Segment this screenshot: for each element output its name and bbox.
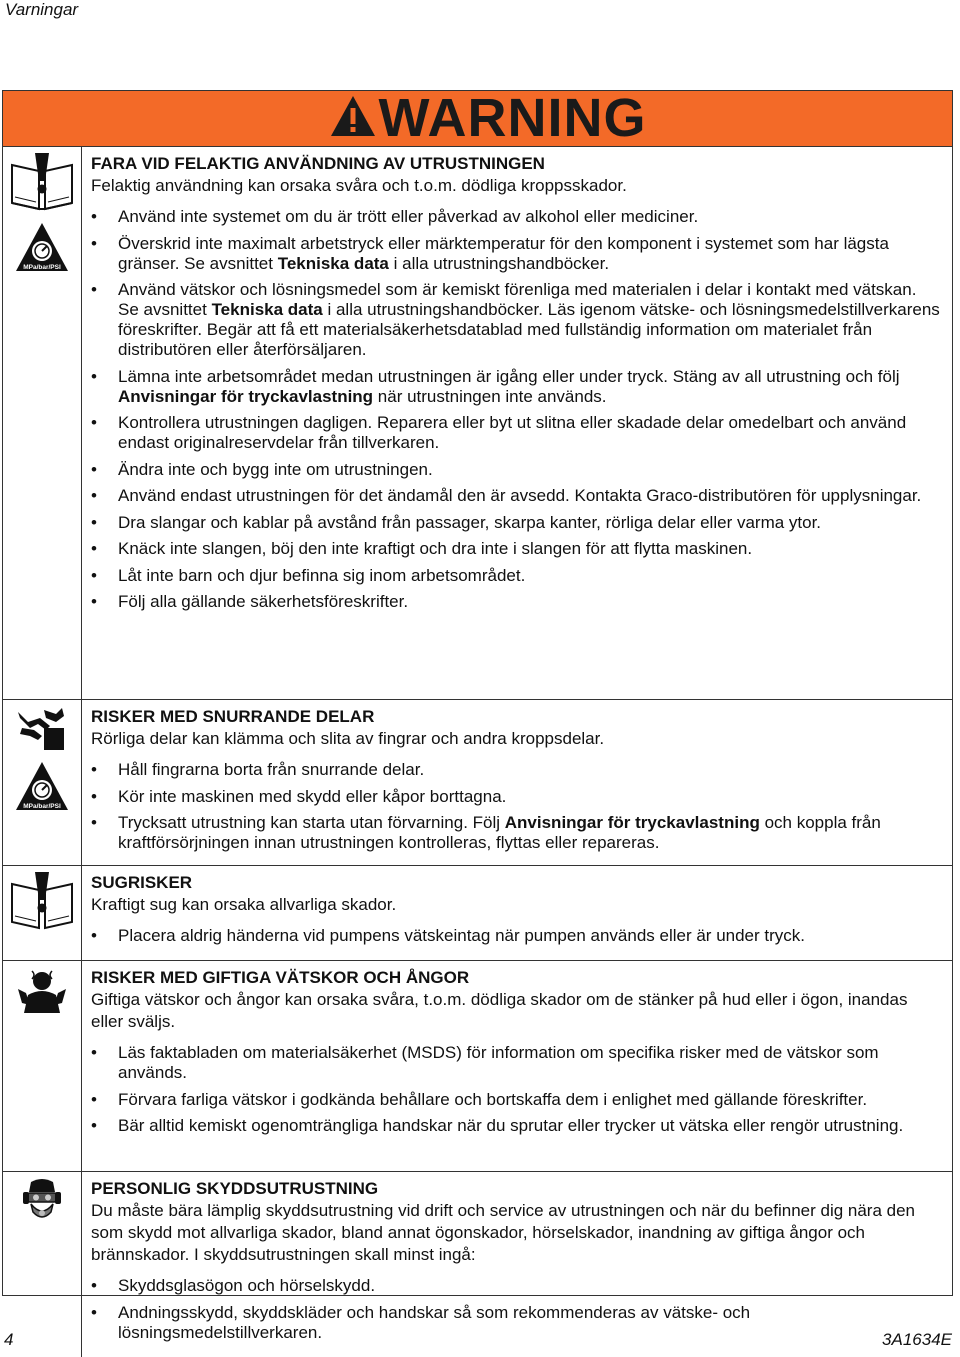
bullet-item: • Förvara farliga vätskor i godkända behållare och bortskaffa dem i enlighet med gällande föreskrifter. [91, 1090, 940, 1110]
bullet-item: • Använd inte systemet om du är trött eller påverkad av alkohol eller mediciner. [91, 207, 940, 227]
section-intro: Felaktig användning kan orsaka svåra och t.o.m. dödliga kroppsskador. [91, 176, 627, 195]
bullet-list [91, 926, 940, 946]
bullet-item: • Kontrollera utrustningen dagligen. Reparera eller byt ut slitna eller skadade delar omedelbart och använd endast originalreservdelar från tillverkaren. [91, 413, 940, 453]
section-text [82, 147, 952, 699]
bullet-item: • Överskrid inte maximalt arbetstryck eller märktemperatur för den komponent i systemet som har lägsta gränser. Se avsnittet Tekniska data i alla utrustningshandböcker. [91, 234, 940, 274]
moving-parts-icon [16, 706, 68, 754]
bullet-item: • Ändra inte och bygg inte om utrustningen. [91, 460, 940, 480]
icon-column [3, 866, 82, 960]
section-title: FARA VID FELAKTIG ANVÄNDNING AV UTRUSTNINGEN [91, 154, 545, 173]
manual-warning-icon [9, 870, 75, 932]
bullet-item: • Håll fingrarna borta från snurrande delar. [91, 760, 940, 780]
manual-warning-icon [9, 151, 75, 213]
section-ppe [3, 1172, 952, 1357]
section-toxic [3, 961, 952, 1172]
bullet-item: • Följ alla gällande säkerhetsföreskrifter. [91, 592, 940, 612]
bullet-item: • Placera aldrig händerna vid pumpens vätskeintag när pumpen används eller är under tryck. [91, 926, 940, 946]
bullet-list [91, 207, 940, 612]
section-suction [3, 866, 952, 961]
page-section-label: Varningar [5, 0, 79, 19]
section-intro: Rörliga delar kan klämma och slita av fingrar och andra kroppsdelar. [91, 729, 605, 748]
section-intro: Kraftigt sug kan orsaka allvarliga skador. [91, 895, 397, 914]
bullet-item: • Låt inte barn och djur befinna sig inom arbetsområdet. [91, 566, 940, 586]
section-title: RISKER MED GIFTIGA VÄTSKOR OCH ÅNGOR [91, 968, 470, 987]
section-intro: Du måste bära lämplig skyddsutrustning vid drift och service av utrustningen och när du befinner dig nära den som skydd mot allvarliga skador, bland annat ögonskador, hörselskador, inandning av giftiga ångor och brännskador. I skyddsutrustningen skall minst ingå: [91, 1201, 916, 1264]
icon-column [3, 700, 82, 865]
bullet-list [91, 1043, 940, 1136]
bullet-item: • Skyddsglasögon och hörselskydd. [91, 1276, 940, 1296]
icon-column [3, 147, 82, 699]
bullet-list [91, 760, 940, 853]
pressure-gauge-icon [14, 221, 70, 277]
bullet-item: • Läs faktabladen om materialsäkerhet (MSDS) för information om specifika risker med de vätskor som används. [91, 1043, 940, 1083]
protective-equipment-icon [21, 1178, 63, 1224]
bullet-item: • Bär alltid kemiskt ogenomträngliga handskar när du sprutar eller trycker ut vätska eller rengör utrustning. [91, 1116, 940, 1136]
section-text [82, 866, 952, 960]
bullet-item: • Använd vätskor och lösningsmedel som är kemiskt förenliga med materialen i delar i kontakt med vätskan. Se avsnittet Tekniska data i alla utrustningshandböcker. Läs igenom vätske- och lösningsmedelstillverkarens föreskrifter. Begär att få ett materialsäkerhetsdatablad med fullständig information om materialet från distributören eller återförsäljaren. [91, 280, 940, 360]
document-code: 3A1634E [882, 1330, 952, 1349]
gauge-label: MPa/bar/PSI [23, 803, 61, 810]
section-text [82, 1172, 952, 1357]
section-misuse [3, 147, 952, 700]
section-text [82, 700, 952, 865]
bullet-item: • Dra slangar och kablar på avstånd från passager, skarpa kanter, rörliga delar eller varma ytor. [91, 513, 940, 533]
bullet-item: • Kör inte maskinen med skydd eller kåpor borttagna. [91, 787, 940, 807]
bullet-list [91, 1276, 940, 1343]
section-title: PERSONLIG SKYDDSUTRUSTNING [91, 1179, 379, 1198]
bullet-item: • Andningsskydd, skyddskläder och handskar så som rekommenderas av vätske- och lösningsmedelstillverkaren. [91, 1303, 940, 1343]
section-text [82, 961, 952, 1171]
bullet-item: • Trycksatt utrustning kan starta utan förvarning. Följ Anvisningar för tryckavlastning och koppla från kraftförsörjningen innan utrustningen kontrolleras, flyttas eller repareras. [91, 813, 940, 853]
warning-banner [3, 88, 952, 148]
toxic-fumes-icon [16, 969, 68, 1015]
bullet-item: • Lämna inte arbetsområdet medan utrustningen är igång eller under tryck. Stäng av all utrustning och följ Anvisningar för tryckavlastning när utrustningen inte används. [91, 367, 940, 407]
bullet-item: • Knäck inte slangen, böj den inte kraftigt och dra inte i slangen för att flytta maskinen. [91, 539, 940, 559]
section-title: SUGRISKER [91, 873, 193, 892]
warning-title: WARNING [378, 88, 647, 148]
section-moving-parts [3, 700, 952, 866]
icon-column [3, 1172, 82, 1357]
gauge-label: MPa/bar/PSI [23, 264, 61, 271]
page-number: 4 [4, 1330, 14, 1349]
bullet-item: • Använd endast utrustningen för det ändamål den är avsedd. Kontakta Graco-distributören för upplysningar. [91, 486, 940, 506]
icon-column [3, 961, 82, 1171]
pressure-gauge-icon [14, 760, 70, 816]
section-intro: Giftiga vätskor och ångor kan orsaka svåra, t.o.m. dödliga skador om de stänker på hud eller i ögon, inandas eller sväljs. [91, 990, 908, 1031]
section-title: RISKER MED SNURRANDE DELAR [91, 707, 375, 726]
warning-triangle-icon [329, 94, 377, 143]
